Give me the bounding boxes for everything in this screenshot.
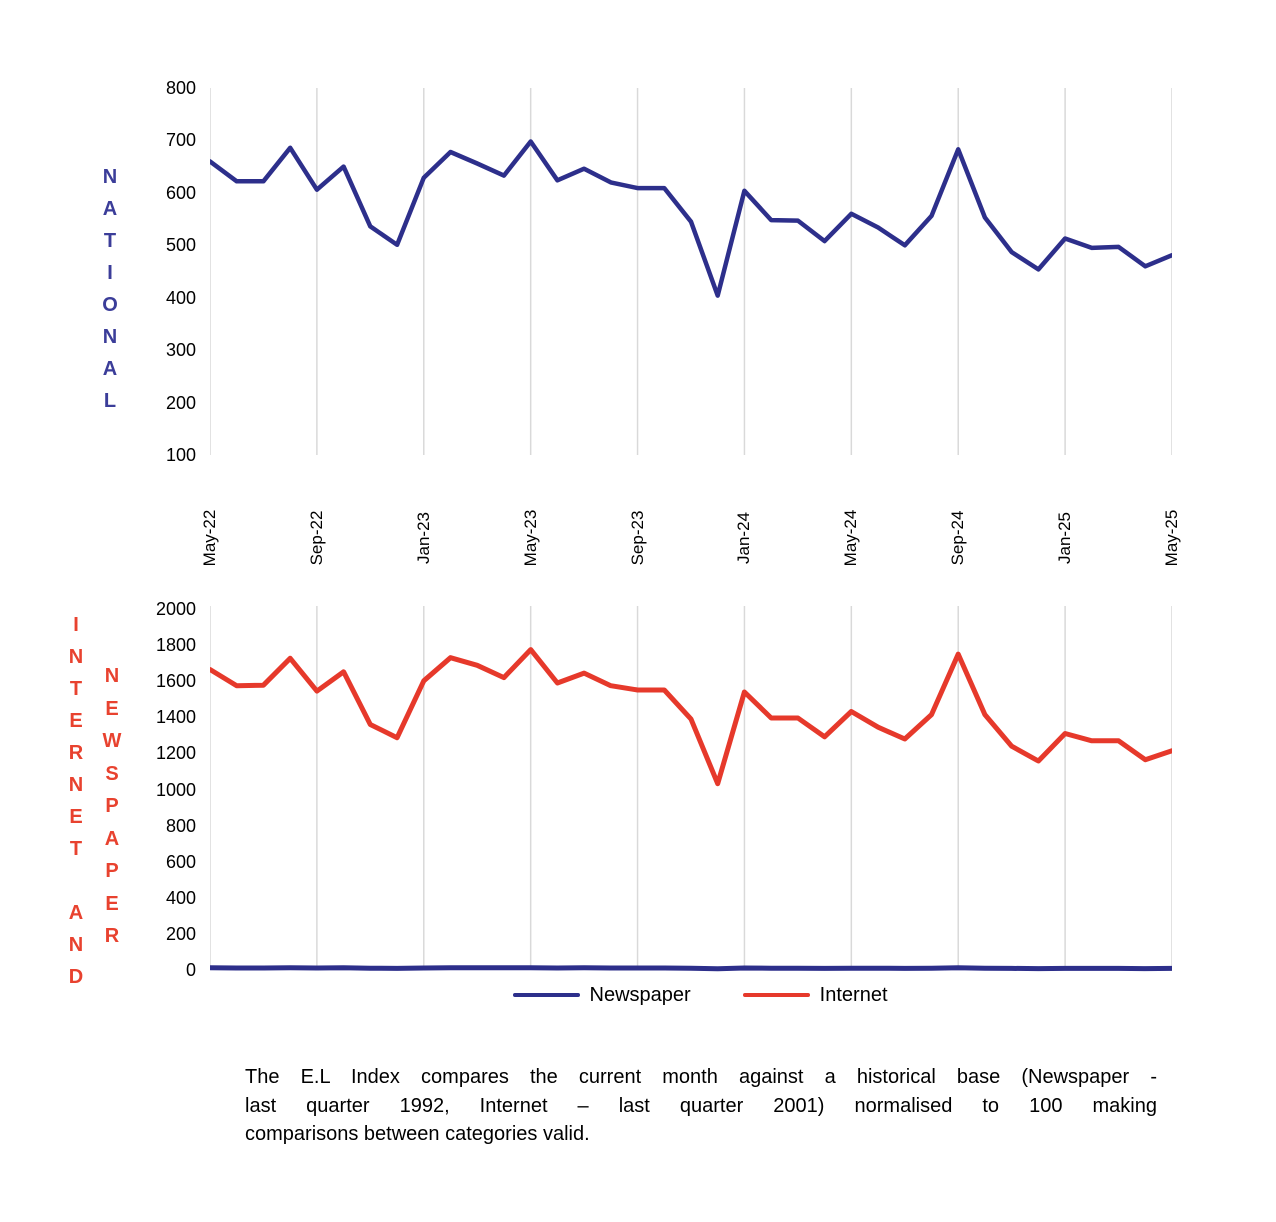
axis-title-letter: A [102,198,118,220]
y-tick-label: 400 [165,887,196,908]
axis-title-letter: R [68,742,84,764]
y-tick-label: 700 [165,130,196,151]
axis-title-letter: T [103,230,117,252]
national-chart [0,0,1276,500]
y-tick-label: 1600 [155,671,196,692]
axis-title-letter: I [107,262,113,284]
axis-title-letter: E [69,806,83,828]
national-series-line [210,142,1172,296]
y-tick-label: 1400 [155,707,196,728]
x-tick-label: Jan-24 [734,512,754,564]
legend-item-internet [743,984,888,1007]
x-tick-label: May-23 [520,509,540,567]
x-tick-label: Sep-23 [627,510,647,566]
y-tick-label: 1800 [155,635,196,656]
axis-title-letter: E [69,710,83,732]
axis-title-letter: D [68,966,84,988]
y-tick-label: 800 [165,78,196,98]
legend-item-newspaper [513,984,691,1007]
axis-title-letter: N [102,326,118,348]
axis-title-letter: A [102,358,118,380]
caption-line: last quarter 1992, Internet – last quarter 2001) normalised to 100 making [245,1094,1157,1117]
x-tick-label: Jan-23 [413,512,433,564]
axis-title-letter: T [69,678,83,700]
x-tick-label: May-25 [1162,509,1181,567]
y-tick-label: 200 [165,923,196,944]
caption-line: The E.L Index compares the current month against a historical base (Newspaper - [245,1066,1157,1088]
y-tick-label: 600 [165,851,196,872]
y-tick-label: 0 [185,960,196,980]
y-tick-label: 400 [165,287,196,308]
y-tick-label: 600 [165,182,196,203]
axis-title-letter: N [68,646,84,668]
x-tick-label: Sep-22 [306,510,326,566]
y-tick-label: 300 [165,340,196,361]
legend-label-internet: Internet [819,983,888,1006]
y-tick-label: 100 [165,445,196,465]
legend [470,981,930,1009]
x-tick-label: May-22 [200,509,219,567]
axis-title-letter: L [103,390,117,412]
y-tick-label: 800 [165,815,196,836]
y-tick-label: 500 [165,235,196,256]
axis-title-letter: A [104,827,120,850]
axis-title-letter: N [102,166,118,188]
axis-title-letter: E [105,892,119,915]
axis-title-letter: N [68,934,84,956]
internet-line-swatch [743,993,810,998]
x-tick-label: May-24 [841,509,861,567]
axis-title-letter: E [105,697,119,720]
national-chart-plot [210,80,1172,470]
axis-title-letter: O [102,294,118,316]
axis-title-letter: T [69,838,83,860]
x-tick-label: Jan-25 [1055,512,1075,564]
legend-label-newspaper: Newspaper [589,983,691,1006]
x-tick-label: Sep-24 [948,510,968,566]
axis-title-letter: S [105,762,119,785]
caption-line: comparisons between categories valid. [245,1123,590,1145]
axis-title-letter: A [68,902,84,924]
axis-title-letter: I [73,614,79,636]
axis-title-letter: P [105,860,119,882]
y-tick-label: 1000 [155,779,196,800]
internet-series-line [210,650,1172,784]
newspaper-series-line [210,968,1172,969]
axis-title-letter: P [105,795,119,817]
y-tick-label: 200 [165,392,196,413]
y-tick-label: 2000 [155,599,196,619]
axis-title-letter: N [68,774,84,796]
axis-title-letter: W [102,730,122,752]
axis-title-letter: N [104,665,120,687]
axis-title-letter: R [104,925,120,947]
newspaper-line-swatch [513,993,580,998]
y-tick-label: 1200 [155,743,196,764]
caption [245,1063,1157,1149]
internet-newspaper-chart [0,560,1276,980]
internet-newspaper-chart-plot [210,600,1172,978]
